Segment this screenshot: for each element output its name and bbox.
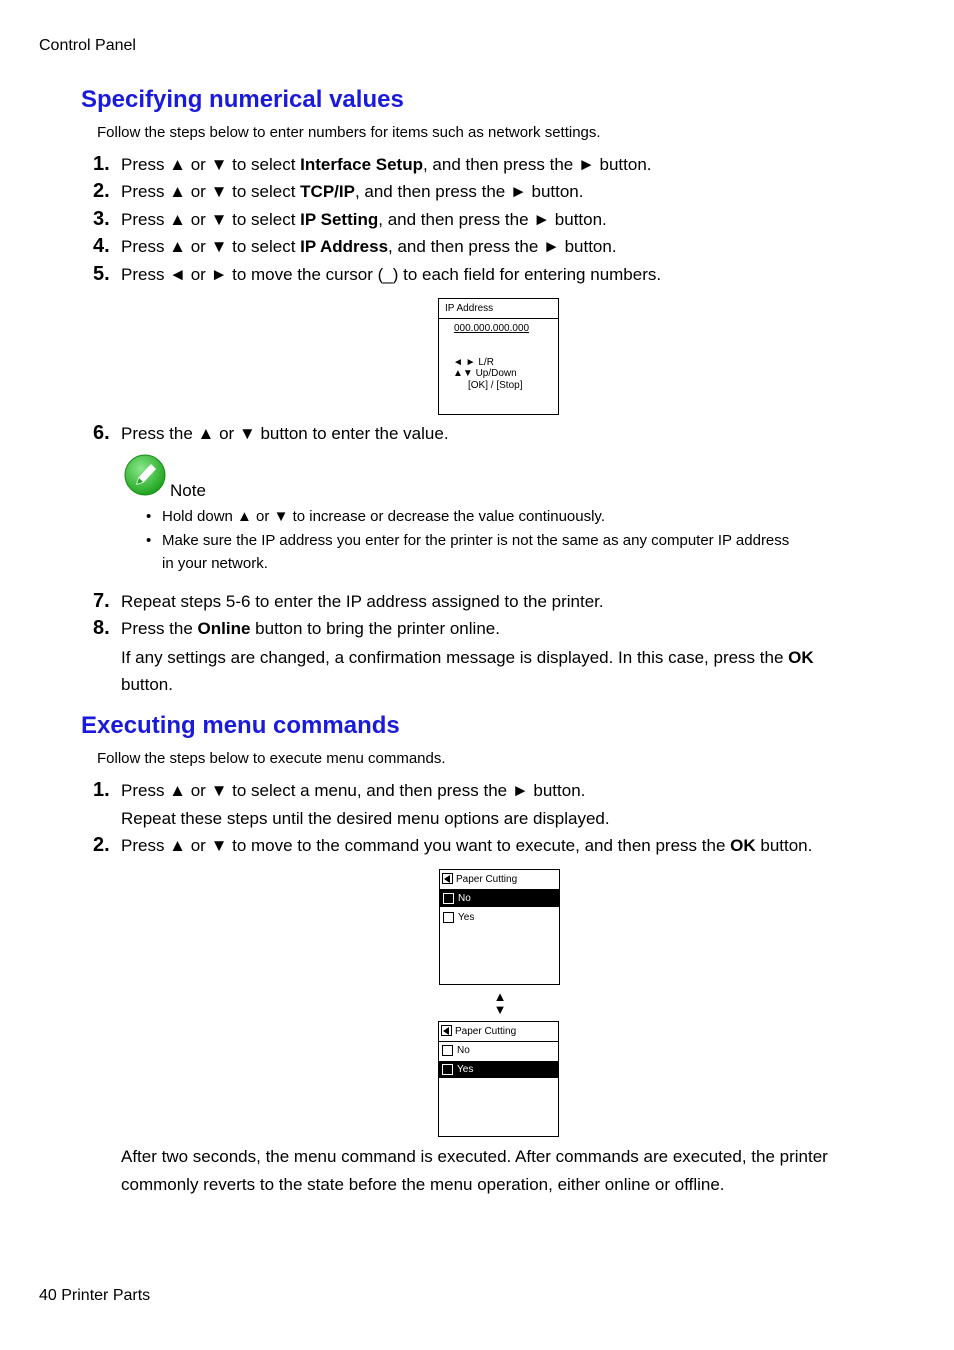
section-title-numerical-values: Specifying numerical values bbox=[81, 86, 404, 113]
step-text: Press the bbox=[121, 619, 198, 638]
lcd-menu-screen-no-selected bbox=[439, 869, 560, 985]
up-down-arrows-icon: ▲ ▼ bbox=[493, 989, 507, 1017]
note-bullet: • Make sure the IP address you enter for the printer is not the same as any computer IP address bbox=[146, 529, 789, 552]
step-2 bbox=[93, 180, 583, 203]
section-title-menu-commands: Executing menu commands bbox=[81, 712, 400, 739]
step-text: button. bbox=[121, 675, 173, 694]
step-bold: OK bbox=[730, 836, 756, 855]
section-intro: Follow the steps below to enter numbers for items such as network settings. bbox=[97, 124, 601, 141]
menu-option-yes bbox=[439, 1061, 558, 1078]
step-text: button. bbox=[755, 836, 813, 855]
step-text: Press ▲ or ▼ to move to the command you want to execute, and then press the bbox=[121, 836, 731, 855]
step-bold: IP Address bbox=[300, 237, 389, 256]
step-3 bbox=[93, 208, 607, 231]
step-text: Press the ▲ or ▼ button to enter the value. bbox=[121, 424, 449, 443]
step-number: 2. bbox=[93, 834, 110, 856]
step-1-continuation: Repeat these steps until the desired menu options are displayed. bbox=[121, 809, 610, 828]
step-bold: IP Setting bbox=[300, 210, 379, 229]
menu-title: Paper Cutting bbox=[455, 1026, 517, 1037]
step-number: 8. bbox=[93, 617, 110, 639]
checkbox-icon bbox=[443, 912, 454, 923]
step-text: Press ▲ or ▼ to select bbox=[121, 155, 301, 174]
step-bold: Interface Setup bbox=[300, 155, 423, 174]
back-arrow-icon bbox=[442, 873, 453, 884]
note-bullet-continuation: in your network. bbox=[162, 555, 268, 572]
menu-option-label: Yes bbox=[457, 1064, 474, 1075]
step-text: Press ◄ or ► to move the cursor (_) to each field for entering numbers. bbox=[121, 265, 662, 284]
menu-header bbox=[440, 870, 559, 890]
step-number: 6. bbox=[93, 422, 110, 444]
running-header: Control Panel bbox=[39, 37, 136, 54]
note-bullet: • Hold down ▲ or ▼ to increase or decrease the value continuously. bbox=[146, 505, 605, 528]
menu-option-no bbox=[439, 1042, 558, 1059]
step-number: 2. bbox=[93, 180, 110, 202]
menu-option-label: Yes bbox=[458, 912, 475, 923]
step-text: Press ▲ or ▼ to select bbox=[121, 237, 301, 256]
step-4 bbox=[93, 235, 617, 258]
step-text: Press ▲ or ▼ to select a menu, and then press the ► button. bbox=[121, 781, 586, 800]
menu-option-label: No bbox=[457, 1045, 470, 1056]
lcd-title: IP Address bbox=[439, 299, 558, 319]
menu-option-yes bbox=[440, 909, 559, 926]
step-2 bbox=[93, 834, 812, 857]
pencil-icon bbox=[124, 454, 166, 496]
lcd-hint-lr: ◄ ► L/R bbox=[453, 357, 494, 368]
menu-header bbox=[439, 1022, 558, 1042]
lcd-hint-ok-stop: [OK] / [Stop] bbox=[468, 380, 523, 391]
step-bold: TCP/IP bbox=[300, 182, 355, 201]
step-text: , and then press the ► button. bbox=[354, 182, 584, 201]
checkbox-icon bbox=[442, 1045, 453, 1056]
step-text: button to bring the printer online. bbox=[250, 619, 500, 638]
menu-title: Paper Cutting bbox=[456, 874, 518, 885]
checkbox-icon bbox=[443, 893, 454, 904]
step-text: , and then press the ► button. bbox=[388, 237, 617, 256]
step-8 bbox=[93, 617, 500, 640]
lcd-ip-address-screen bbox=[438, 298, 559, 415]
step-text: , and then press the ► button. bbox=[378, 210, 607, 229]
step-number: 7. bbox=[93, 590, 110, 612]
step-number: 4. bbox=[93, 235, 110, 257]
step-text: Press ▲ or ▼ to select bbox=[121, 210, 301, 229]
step-1 bbox=[93, 779, 585, 802]
note-bullet-text: Make sure the IP address you enter for the printer is not the same as any computer IP address bbox=[162, 532, 790, 549]
paragraph-line: commonly reverts to the state before the menu operation, either online or offline. bbox=[121, 1175, 725, 1194]
step-1 bbox=[93, 153, 652, 176]
closing-paragraph bbox=[121, 1143, 828, 1199]
step-text: If any settings are changed, a confirmation message is displayed. In this case, press the bbox=[121, 648, 789, 667]
step-text: Repeat steps 5-6 to enter the IP address assigned to the printer. bbox=[121, 592, 604, 611]
step-6 bbox=[93, 422, 449, 445]
step-text: Press ▲ or ▼ to select bbox=[121, 182, 301, 201]
lcd-ip-value: 000.000.000.000 bbox=[454, 323, 530, 334]
step-5 bbox=[93, 263, 661, 286]
step-number: 3. bbox=[93, 208, 110, 230]
step-number: 5. bbox=[93, 263, 110, 285]
note-bullet-text: Hold down ▲ or ▼ to increase or decrease the value continuously. bbox=[162, 508, 605, 525]
step-bold: Online bbox=[197, 619, 251, 638]
checkbox-icon bbox=[442, 1064, 453, 1075]
lcd-hint-updown: ▲▼ Up/Down bbox=[453, 368, 517, 379]
step-7 bbox=[93, 590, 604, 613]
back-arrow-icon bbox=[441, 1025, 452, 1036]
step-number: 1. bbox=[93, 779, 110, 801]
menu-option-no bbox=[440, 890, 559, 907]
page-footer: 40 Printer Parts bbox=[39, 1287, 151, 1304]
paragraph-line: After two seconds, the menu command is executed. After commands are executed, the printer bbox=[121, 1147, 828, 1166]
section-intro: Follow the steps below to execute menu commands. bbox=[97, 750, 446, 767]
step-8-continuation bbox=[121, 644, 814, 698]
menu-option-label: No bbox=[458, 893, 471, 904]
step-text: , and then press the ► button. bbox=[422, 155, 652, 174]
step-number: 1. bbox=[93, 153, 110, 175]
lcd-menu-screen-yes-selected bbox=[438, 1021, 559, 1137]
step-bold: OK bbox=[788, 648, 814, 667]
note-label: Note bbox=[170, 481, 206, 500]
